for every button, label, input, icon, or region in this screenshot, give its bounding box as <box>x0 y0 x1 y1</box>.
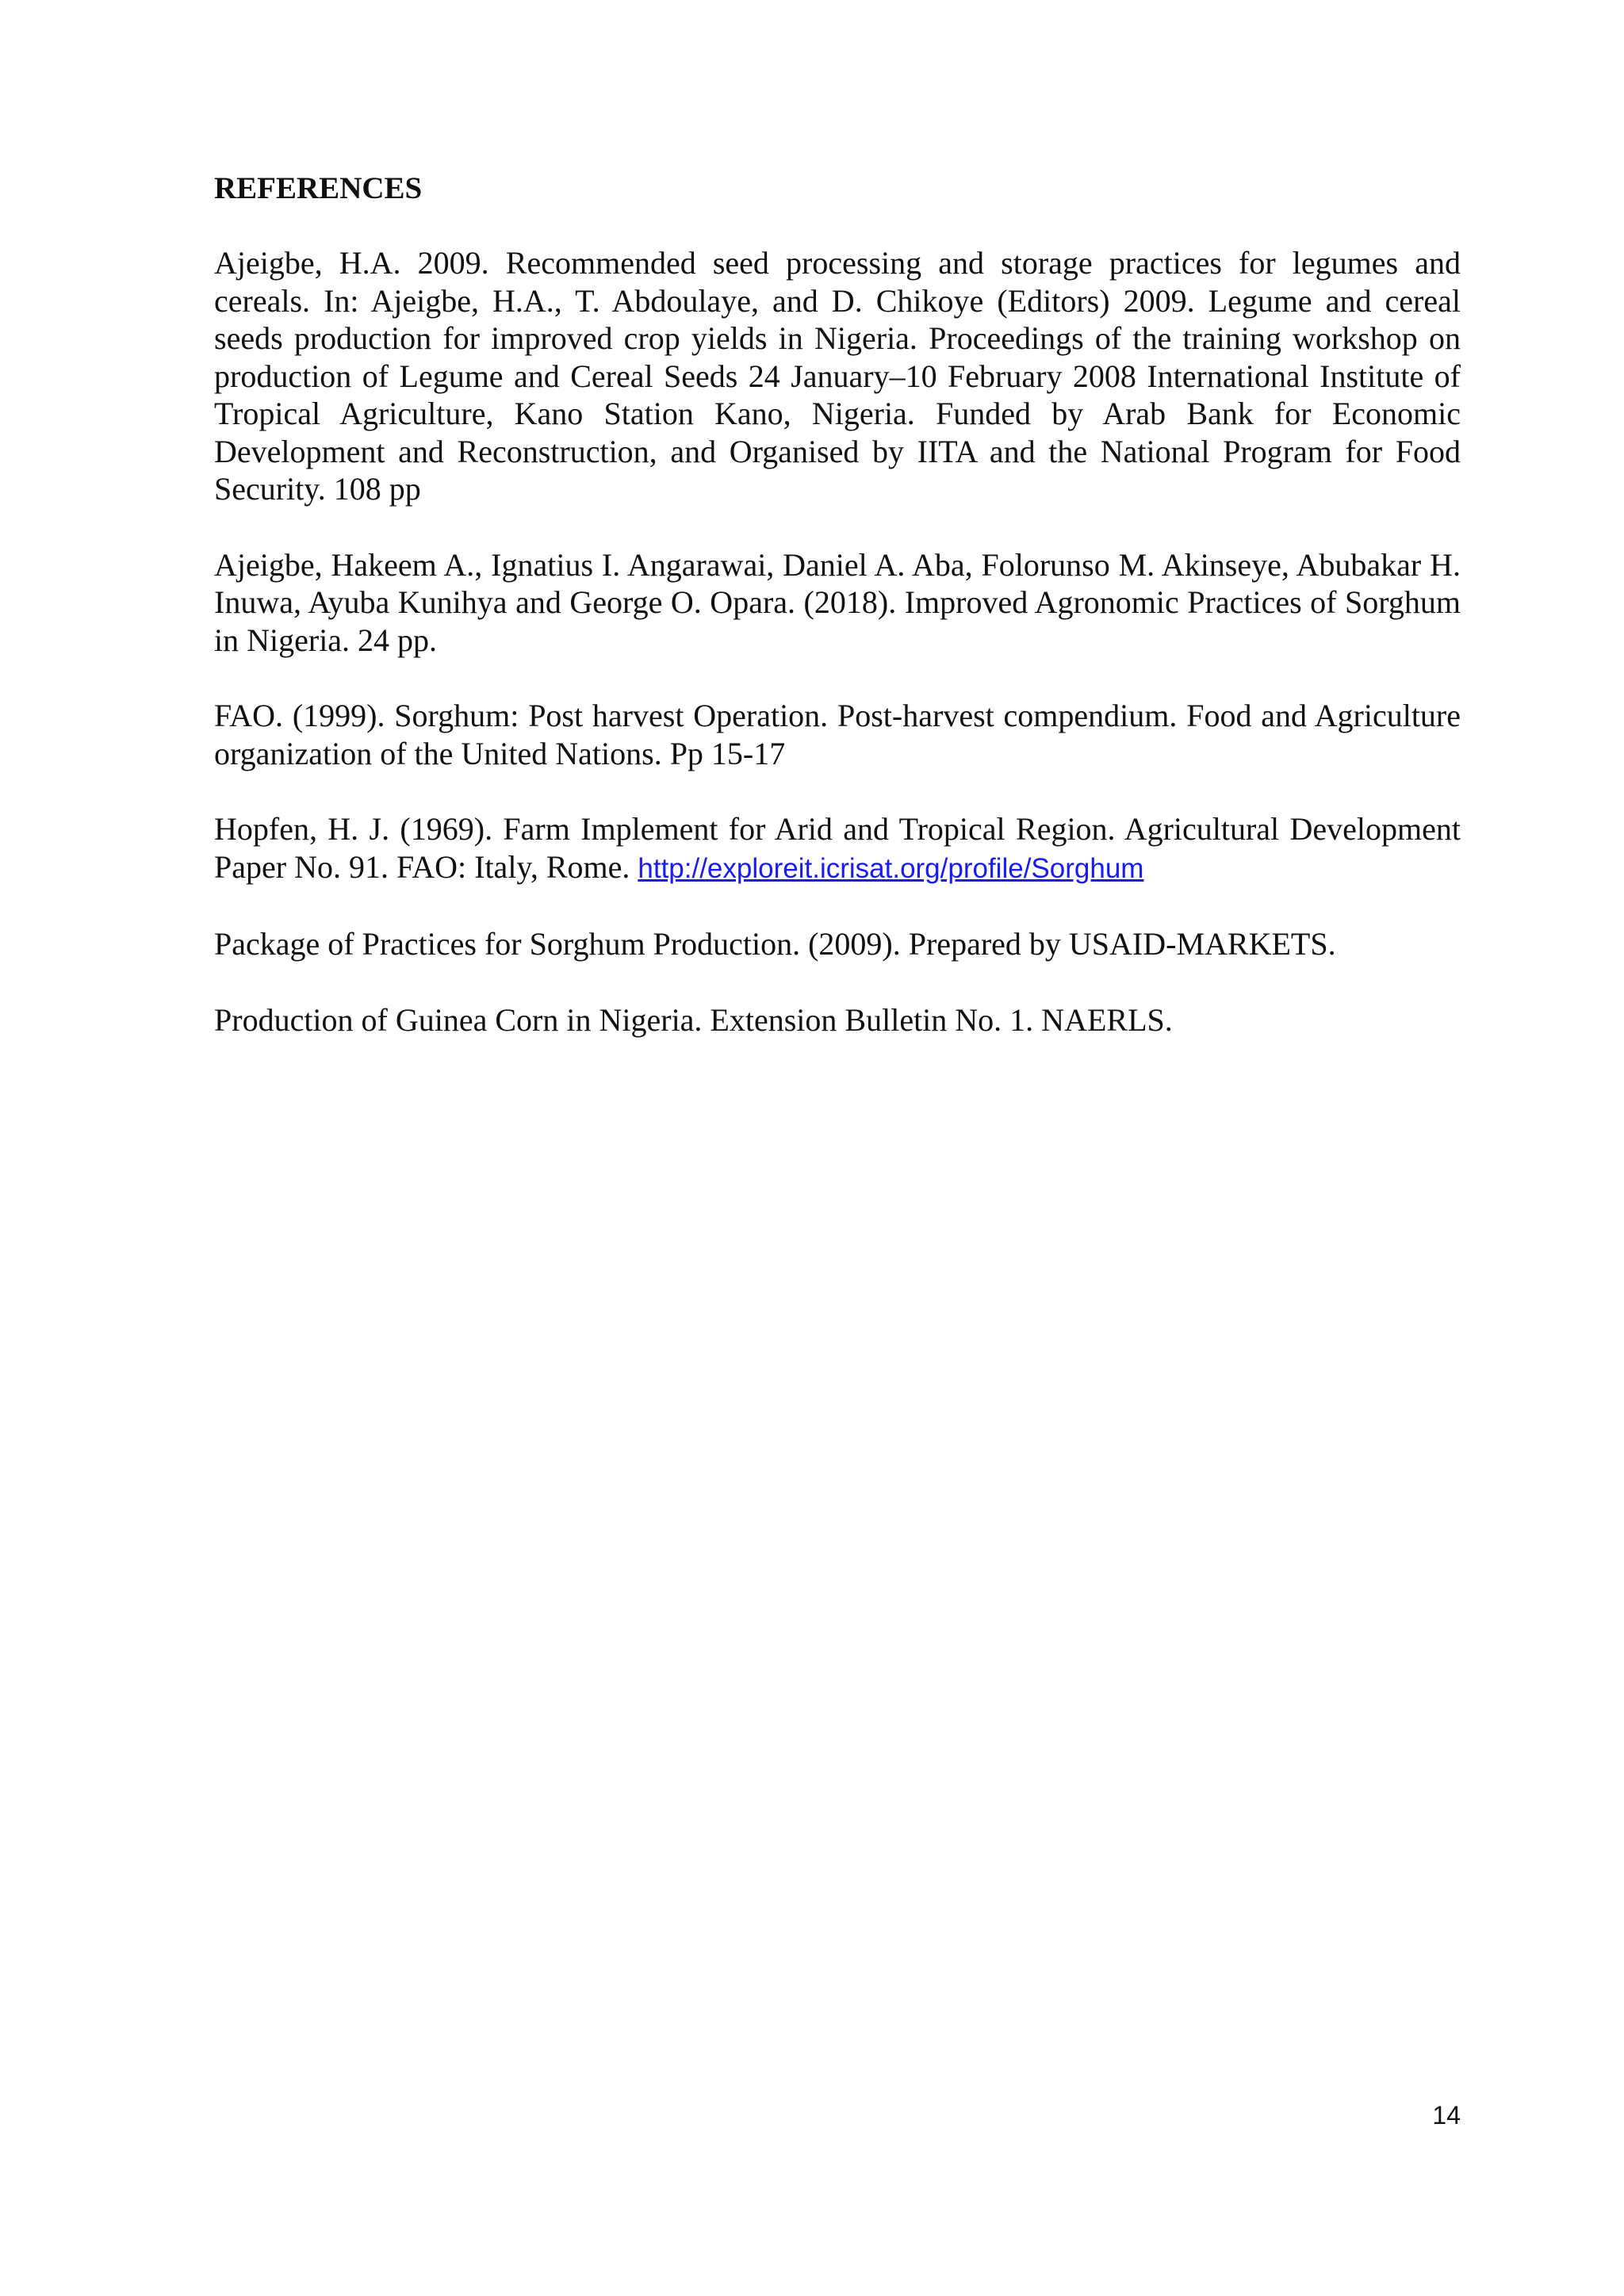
page-number: 14 <box>1432 2101 1461 2130</box>
reference-entry <box>214 546 1461 660</box>
reference-entry <box>214 1001 1461 1039</box>
reference-entry <box>214 697 1461 772</box>
reference-entry <box>214 925 1461 963</box>
reference-text: Package of Practices for Sorghum Production. (2009). Prepared by USAID-MARKETS. <box>214 926 1336 962</box>
reference-entry <box>214 244 1461 508</box>
reference-link[interactable]: http://exploreit.icrisat.org/profile/Sorghum <box>638 852 1144 884</box>
references-heading: REFERENCES <box>214 171 423 205</box>
reference-entry <box>214 810 1461 887</box>
reference-text: Production of Guinea Corn in Nigeria. Extension Bulletin No. 1. NAERLS. <box>214 1001 1173 1038</box>
reference-text: FAO. (1999). Sorghum: Post harvest Operation. Post-harvest compendium. Food and Agriculture organization of the United Nations. Pp 15-17 <box>214 698 1461 771</box>
page-content <box>214 170 1461 1077</box>
reference-text: Ajeigbe, H.A. 2009. Recommended seed processing and storage practices for legumes and cereals. In: Ajeigbe, H.A., T. Abdoulaye, and D. Chikoye (Editors) 2009. Legume and cereal seeds production for improved crop yields in Nigeria. Proceedings of the training workshop on production of Legume and Cereal Seeds 24 January–10 February 2008 International Institute of Tropical Agriculture, Kano Station Kano, Nigeria. Funded by Arab Bank for Economic Development and Reconstruction, and Organised by IITA and the National Program for Food Security. 108 pp <box>214 245 1461 507</box>
reference-text: Ajeigbe, Hakeem A., Ignatius I. Angarawai, Daniel A. Aba, Folorunso M. Akinseye, Abubakar H. Inuwa, Ayuba Kunihya and George O. Opara. (2018). Improved Agronomic Practices of Sorghum in Nigeria. 24 pp. <box>214 546 1461 658</box>
reference-text: Hopfen, H. J. (1969). Farm Implement for Arid and Tropical Region. Agricultural Development Paper No. 91. FAO: Italy, Rome. <box>214 811 1461 885</box>
